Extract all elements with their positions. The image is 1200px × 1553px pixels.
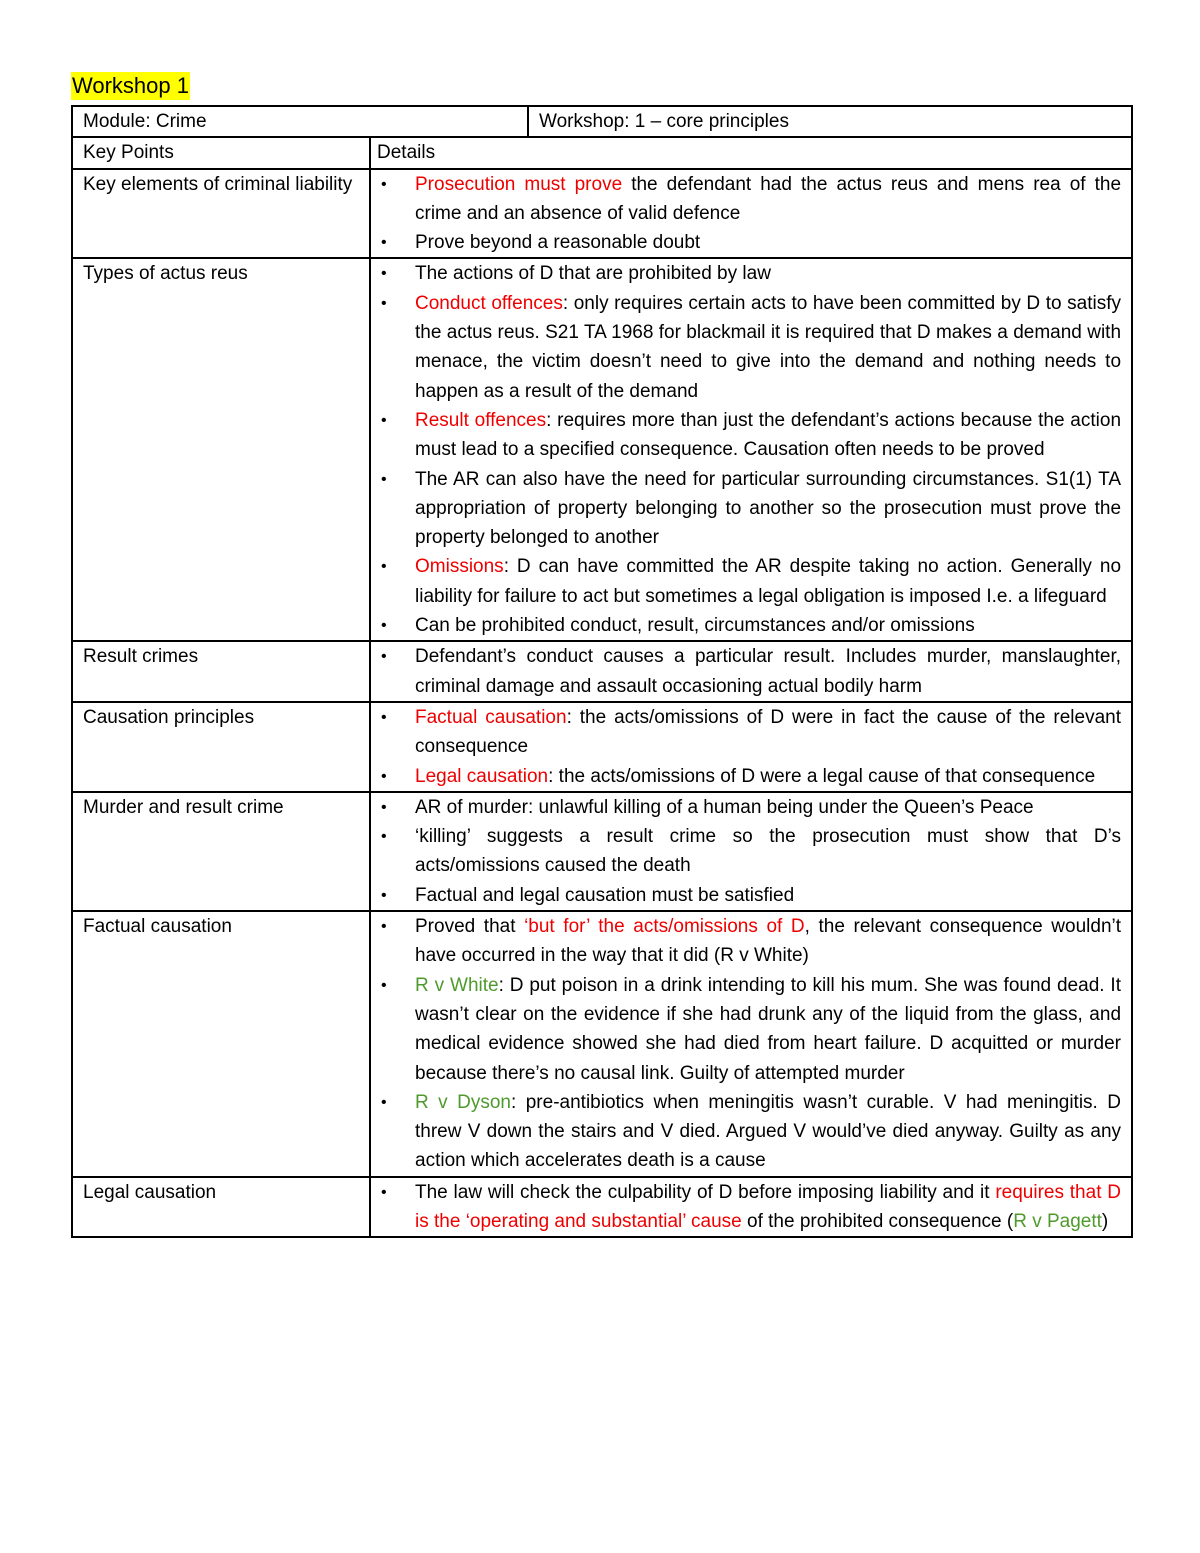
- bullet-icon: •: [381, 175, 387, 193]
- emphasis-text: requires that D is the ‘operating and substantial’ cause: [415, 1181, 1122, 1232]
- table-row: [72, 911, 1132, 1177]
- key-point-cell: Factual causation: [72, 911, 370, 1177]
- bullet-item: [377, 762, 1121, 791]
- bullet-icon: •: [381, 1183, 387, 1201]
- details-cell: [370, 169, 1132, 259]
- emphasis-text: Result offences: [415, 409, 547, 431]
- details-cell: [370, 1177, 1132, 1238]
- page-title: Workshop 1: [72, 73, 189, 98]
- details-cell: [370, 258, 1132, 641]
- key-point-cell: Legal causation: [72, 1177, 370, 1238]
- bullet-text: : only requires certain acts to have been committed by D to satisfy the actus reus. S21 TA 1968 for blackmail it is required that D makes a demand with menace, the victim doesn’t need to give into the demand and nothing needs to happen as a result of the demand: [415, 292, 1122, 402]
- bullet-item: [377, 289, 1121, 406]
- bullet-icon: •: [381, 234, 387, 252]
- bullet-text: : requires more than just the defendant’s actions because the action must lead to a specified consequence. Causation often needs to be proved: [415, 409, 1122, 461]
- bullet-icon: •: [381, 976, 387, 994]
- bullet-text: The actions of D that are prohibited by law: [415, 263, 771, 285]
- bullet-text: : pre-antibiotics when meningitis wasn’t curable. V had meningitis. D threw V down the stairs and V died. Argued V would’ve died anyway. Guilty as any action which accelerates death is a cause: [415, 1091, 1122, 1172]
- bullet-icon: •: [381, 648, 387, 666]
- bullet-item: [377, 406, 1121, 465]
- bullet-text: ): [1101, 1210, 1109, 1232]
- bullet-list: [377, 642, 1121, 701]
- bullet-item: [377, 881, 1121, 910]
- bullet-icon: •: [381, 1093, 387, 1111]
- table-row: [72, 169, 1132, 259]
- bullet-list: [377, 793, 1121, 910]
- column-header-row: [72, 137, 1132, 168]
- table-row: [72, 702, 1132, 792]
- bullet-item: [377, 552, 1121, 611]
- bullet-icon: •: [381, 411, 387, 429]
- bullet-text: the defendant had the actus reus and mens rea of the crime and an absence of valid defence: [415, 173, 1122, 224]
- bullet-text: Prove beyond a reasonable doubt: [415, 232, 701, 254]
- bullet-text: AR of murder: unlawful killing of a human being under the Queen’s Peace: [415, 796, 1034, 818]
- table-row: [72, 792, 1132, 911]
- bullet-item: [377, 793, 1121, 822]
- bullet-icon: •: [381, 470, 387, 488]
- workshop-table: [71, 105, 1133, 1238]
- case-name: R v White: [415, 974, 499, 996]
- bullet-icon: •: [381, 265, 387, 283]
- emphasis-text: Omissions: [415, 556, 504, 578]
- emphasis-text: Legal causation: [415, 765, 549, 787]
- bullet-item: [377, 259, 1121, 288]
- bullet-text: The AR can also have the need for particular surrounding circumstances. S1(1) TA appropriation of property belonging to another so the prosecution must prove the property belonged to another: [415, 468, 1122, 549]
- bullet-text: Factual and legal causation must be satisfied: [415, 884, 795, 906]
- bullet-text: : D put poison in a drink intending to kill his mum. She was found dead. It wasn’t clear on the evidence if she had drunk any of the liquid from the glass, and medical evidence showed she had died from heart failure. D acquitted or murder because there’s no causal link. Guilty of attempted murder: [415, 974, 1122, 1084]
- table-row: [72, 258, 1132, 641]
- bullet-icon: •: [381, 828, 387, 846]
- header-row: [72, 106, 1132, 137]
- bullet-text: Proved that: [415, 916, 525, 938]
- table-row: [72, 641, 1132, 702]
- details-cell: [370, 702, 1132, 792]
- bullet-item: [377, 703, 1121, 762]
- bullet-text: Defendant’s conduct causes a particular result. Includes murder, manslaughter, criminal damage and assault occasioning actual bodily harm: [415, 646, 1122, 697]
- bullet-item: [377, 1088, 1121, 1176]
- workshop-cell: Workshop: 1 – core principles: [528, 106, 1132, 137]
- bullet-item: [377, 228, 1121, 257]
- emphasis-text: ‘but for’ the acts/omissions of D: [524, 916, 805, 938]
- bullet-item: [377, 642, 1121, 701]
- details-cell: [370, 792, 1132, 911]
- key-point-cell: Types of actus reus: [72, 258, 370, 641]
- key-point-cell: Murder and result crime: [72, 792, 370, 911]
- bullet-text: ‘killing’ suggests a result crime so the prosecution must show that D’s acts/omissions caused the death: [415, 826, 1122, 877]
- emphasis-text: Prosecution must prove: [415, 173, 623, 195]
- module-cell: Module: Crime: [72, 106, 528, 137]
- bullet-item: [377, 611, 1121, 640]
- bullet-item: [377, 912, 1121, 971]
- bullet-text: Can be prohibited conduct, result, circumstances and/or omissions: [415, 615, 975, 637]
- bullet-list: [377, 703, 1121, 791]
- bullet-item: [377, 971, 1121, 1088]
- bullet-icon: •: [381, 708, 387, 726]
- case-name: R v Pagett: [1013, 1210, 1102, 1232]
- emphasis-text: Factual causation: [415, 706, 567, 728]
- key-points-header: Key Points: [72, 137, 370, 168]
- bullet-icon: •: [381, 558, 387, 576]
- emphasis-text: Conduct offences: [415, 292, 563, 314]
- details-cell: [370, 641, 1132, 702]
- key-point-cell: Key elements of criminal liability: [72, 169, 370, 259]
- details-cell: [370, 911, 1132, 1177]
- key-point-cell: Result crimes: [72, 641, 370, 702]
- bullet-icon: •: [381, 886, 387, 904]
- details-header: Details: [370, 137, 1132, 168]
- table-row: [72, 1177, 1132, 1238]
- bullet-text: : the acts/omissions of D were in fact the cause of the relevant consequence: [415, 706, 1122, 758]
- bullet-text: The law will check the culpability of D before imposing liability and it: [415, 1181, 996, 1203]
- bullet-text: : D can have committed the AR despite taking no action. Generally no liability for failure to act but sometimes a legal obligation is imposed I.e. a lifeguard: [415, 556, 1122, 607]
- bullet-item: [377, 465, 1121, 553]
- bullet-text: of the prohibited consequence (: [741, 1210, 1014, 1232]
- bullet-icon: •: [381, 798, 387, 816]
- bullet-icon: •: [381, 294, 387, 312]
- bullet-list: [377, 259, 1121, 640]
- bullet-text: : the acts/omissions of D were a legal cause of that consequence: [548, 765, 1096, 787]
- bullet-icon: •: [381, 767, 387, 785]
- bullet-text: , the relevant consequence wouldn’t have occurred in the way that it did (R v White): [415, 916, 1122, 967]
- bullet-item: [377, 1178, 1121, 1237]
- bullet-list: [377, 1178, 1121, 1237]
- bullet-item: [377, 170, 1121, 229]
- bullet-list: [377, 170, 1121, 258]
- bullet-list: [377, 912, 1121, 1176]
- bullet-item: [377, 822, 1121, 881]
- key-point-cell: Causation principles: [72, 702, 370, 792]
- case-name: R v Dyson: [415, 1091, 511, 1113]
- bullet-icon: •: [381, 617, 387, 635]
- bullet-icon: •: [381, 918, 387, 936]
